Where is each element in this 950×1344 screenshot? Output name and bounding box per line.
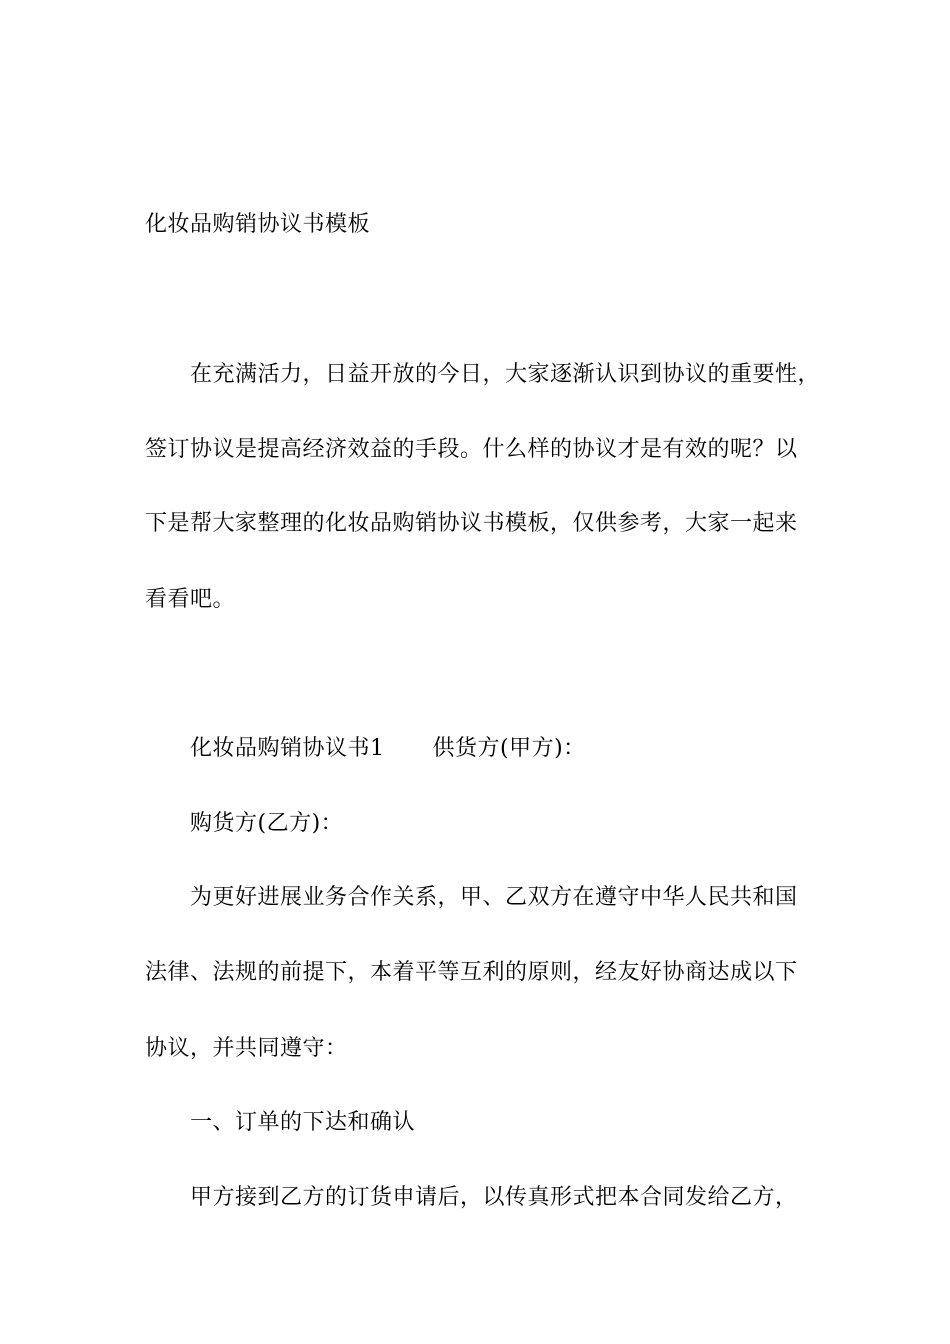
intro-line-2: 签订协议是提高经济效益的手段。什么样的协议才是有效的呢？以 [145, 437, 798, 462]
intro-line-4: 看看吧。 [145, 587, 236, 612]
supplier-label: 供货方(甲方)： [432, 736, 586, 761]
intro-line-1: 在充满活力，日益开放的今日，大家逐渐认识到协议的重要性， [190, 362, 821, 387]
section1-line-1: 甲方接到乙方的订货申请后，以传真形式把本合同发给乙方， [190, 1185, 798, 1210]
preamble-line-2: 法律、法规的前提下，本着平等互利的原则，经友好协商达成以下 [145, 960, 798, 985]
preamble-line-3: 协议，并共同遵守： [145, 1036, 348, 1061]
buyer-label: 购货方(乙方)： [190, 811, 344, 836]
section1-heading: 一、订单的下达和确认 [190, 1110, 416, 1135]
intro-line-3: 下是帮大家整理的化妆品购销协议书模板，仅供参考，大家一起来 [145, 511, 798, 536]
document-title: 化妆品购销协议书模板 [145, 212, 371, 237]
agreement-heading: 化妆品购销协议书1 [190, 736, 385, 761]
agreement-heading-line [190, 734, 586, 764]
preamble-line-1: 为更好进展业务合作关系，甲、乙双方在遵守中华人民共和国 [190, 885, 798, 910]
